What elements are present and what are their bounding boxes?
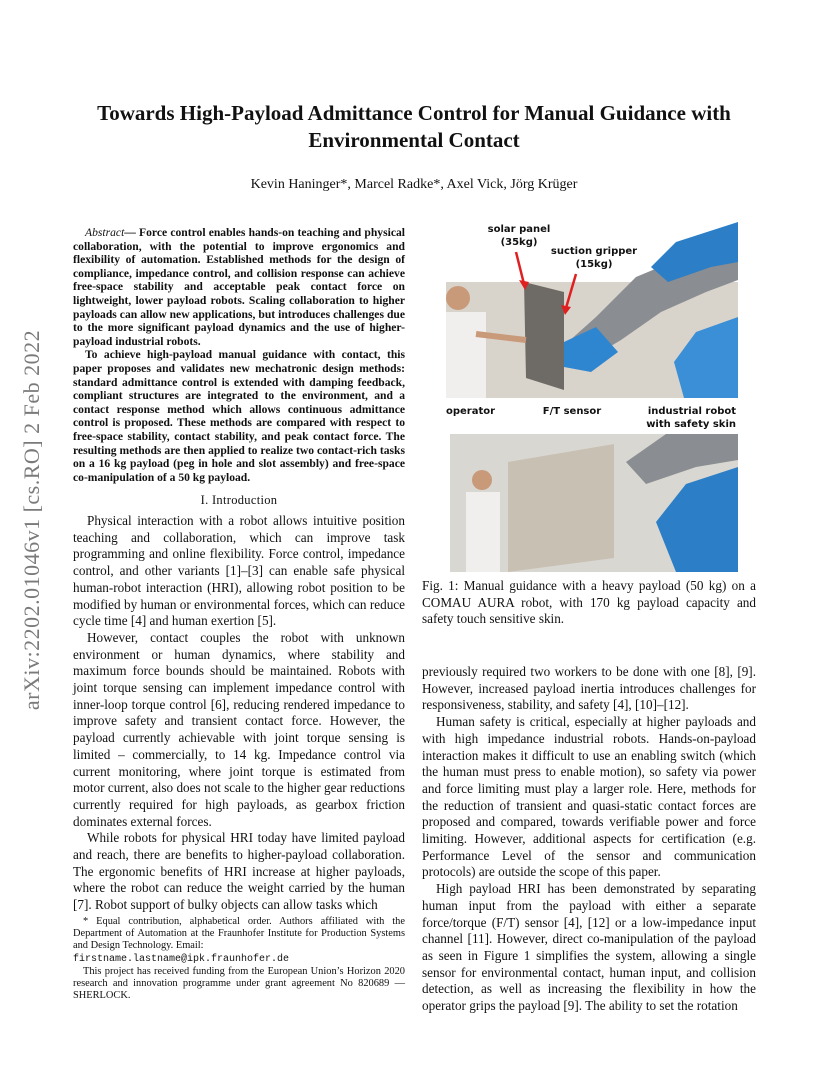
arxiv-id: arXiv:2202.01046v1 [cs.RO] 2 Feb 2022 bbox=[19, 329, 44, 711]
intro-paragraph-3: While robots for physical HRI today have limited payload and reach, there are benefits to higher-payload collaboration. The ergonomic benefits of HRI increase at higher payloads, where the robot can reduce the weight carried by the human [7]. Robot support of bulky objects can allow tasks which bbox=[73, 830, 405, 913]
label-solar-panel-2: (35kg) bbox=[500, 237, 538, 248]
figure-1-illustration bbox=[446, 222, 738, 572]
payload-panel bbox=[508, 444, 614, 572]
label-gripper-2: (15kg) bbox=[575, 259, 613, 270]
operator-head bbox=[446, 286, 470, 310]
paper-title bbox=[60, 100, 768, 154]
right-paragraph-3: High payload HRI has been demonstrated by separating human input from the payload with either a separate force/torque (F/T) sensor [4], [12] or a low-impedance input channel [11]. However, direct co-manipulation of the payload as seen in Figure 1 simplifies the system, allowing a single sensor for environmental contact, human input, and collision detection, as well as increasing the flexibility in how the operator grips the payload [9]. The ability to set the rotation bbox=[422, 881, 756, 1014]
author-list: Kevin Haninger*, Marcel Radke*, Axel Vick, Jörg Krüger bbox=[250, 177, 578, 192]
figure-1 bbox=[446, 222, 738, 572]
intro-paragraph-2: However, contact couples the robot with unknown environment or human dynamics, where stability and maximum force bounds should be maintained. Robots with joint torque sensing can implement impedance control with inner-loop torque control [6], reducing rendered impedance to improve safety and transient contact force. However, the payload currently achievable with joint torque sensing is limited – commercially, to 14 kg. Impedance control via current monitoring, where joint torque is estimated from motor current, also does not scale to the higher gear reductions currently required for high payloads, as gearbox friction dominates external forces. bbox=[73, 629, 405, 829]
abstract-label: Abstract bbox=[85, 226, 125, 239]
abstract-text-1: — Force control enables hands-on teaching and physical collaboration, with the potential to improve ergonomics and flexibility of automation. Established methods for the design of compliance, impedance control, and collision response can achieve free-space stability and acceptable peak contact force on lightweight, lower payload robots. Scaling collaboration to higher payloads can allow new applications, but introduces challenges due to the more significant payload dynamics and the use of higher-payload industrial robots. bbox=[73, 226, 405, 348]
solar-panel-shape bbox=[524, 282, 564, 390]
title-line-1: Towards High-Payload Admittance Control for Manual Guidance with bbox=[97, 101, 731, 125]
operator-body bbox=[446, 312, 486, 398]
label-ft-sensor: F/T sensor bbox=[542, 406, 602, 417]
right-column bbox=[422, 664, 756, 1015]
abstract bbox=[73, 226, 405, 484]
intro-paragraph-1: Physical interaction with a robot allows intuitive position teaching and collaboration, which can improve task programming and online flexibility. Force control, impedance control, and other variants [1]–[3] can enable safe physical human-robot interaction (HRI), allowing robot position to be modified by human or environmental forces, which can reduce cycle time [4] and human exertion [5]. bbox=[73, 512, 405, 629]
footnote-email: firstname.lastname@ipk.fraunhofer.de bbox=[73, 953, 290, 965]
figure-caption: Fig. 1: Manual guidance with a heavy payload (50 kg) on a COMAU AURA robot, with 170 kg payload capacity and safety touch sensitive skin. bbox=[422, 578, 756, 627]
section-heading: I. Introduction bbox=[200, 493, 278, 508]
abstract-paragraph-1 bbox=[73, 226, 405, 348]
operator-bottom-body bbox=[466, 492, 500, 572]
right-paragraph-2: Human safety is critical, especially at higher payloads and with high impedance industrial robots. Hands-on-payload interaction makes it difficult to use an enabling switch (which the human must press to enable motion), so safety via power and force limiting must play a larger role. Here, methods for the reduction of transient and quasi-static contact forces are proposed and compared, towards verifiable power and force limiting. However, additional aspects for certification (e.g. Performance Level of the sensor and communication protocols) are outside the scope of this paper. bbox=[422, 714, 756, 880]
label-robot-2: with safety skin bbox=[646, 419, 736, 430]
operator-bottom-head bbox=[472, 470, 492, 490]
label-gripper-1: suction gripper bbox=[550, 246, 638, 257]
arxiv-watermark bbox=[12, 290, 52, 750]
footnote-affiliation bbox=[73, 916, 405, 966]
label-operator: operator bbox=[446, 406, 496, 417]
left-column bbox=[73, 226, 405, 914]
footnotes bbox=[73, 916, 405, 1002]
title-line-2: Environmental Contact bbox=[308, 128, 520, 152]
footnote-affiliation-text: * Equal contribution, alphabetical order. Authors affiliated with the Department of Automation at the Fraunhofer Institute for Production Systems and Design Technology. Email: bbox=[73, 916, 405, 952]
label-solar-panel-1: solar panel bbox=[487, 224, 551, 235]
label-robot-1: industrial robot bbox=[647, 406, 736, 417]
abstract-paragraph-2: To achieve high-payload manual guidance with contact, this paper proposes and validates new mechatronic design methods: standard admittance control is extended with damping feedback, compliant structures are integrated to the environment, and a contact response method which allows continuous admittance control is proposed. These methods are compared with respect to free-space stability, contact stability, and peak contact force. The resulting methods are then applied to realize two contact-rich tasks on a 16 kg payload (peg in hole and slot assembly) and free-space co-manipulation of a 50 kg payload. bbox=[73, 348, 405, 484]
footnote-funding: This project has received funding from the European Union’s Horizon 2020 research and innovation programme under grant agreement No 820689 — SHERLOCK. bbox=[73, 965, 405, 1002]
right-paragraph-1: previously required two workers to be done with one [8], [9]. However, increased payload inertia introduces challenges for responsiveness, stability, and safety [4], [10]–[12]. bbox=[422, 664, 756, 713]
